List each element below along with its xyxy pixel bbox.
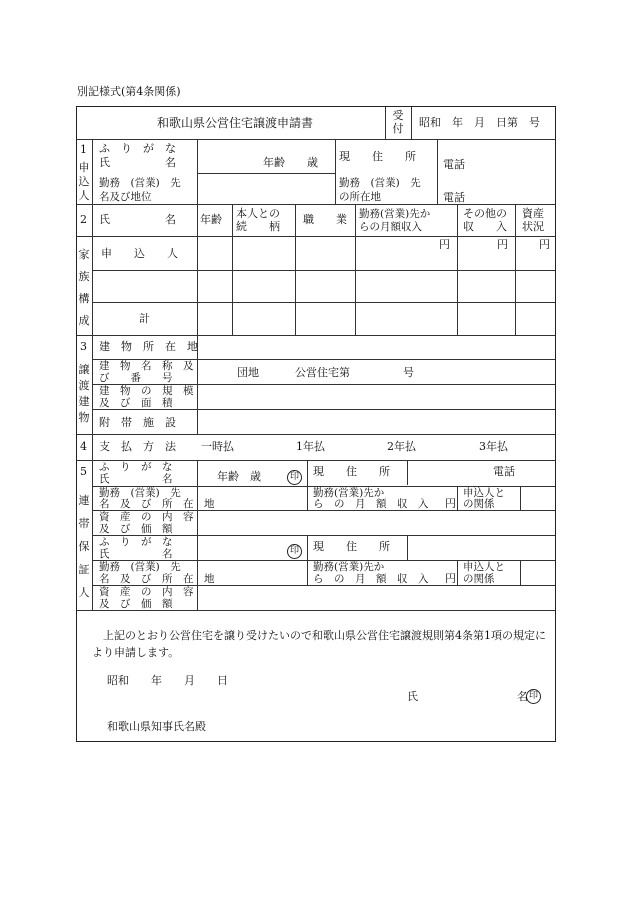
building-name-label: 建 物 名 称 及 bbox=[99, 360, 194, 372]
phone-label-work[interactable]: 電話 bbox=[443, 191, 465, 204]
danchi-field[interactable]: 団地 bbox=[237, 366, 259, 379]
section-number: 1 bbox=[80, 143, 87, 156]
building-scale-label-2: 及 び 面 積 bbox=[99, 397, 173, 409]
relation-label: 申込人と bbox=[463, 561, 505, 573]
rule bbox=[77, 204, 555, 205]
col-income: 勤務(営業)先か bbox=[359, 208, 431, 220]
work-label-2: 名 及 び 所 在 地 bbox=[99, 573, 215, 585]
rule bbox=[437, 139, 438, 204]
section-number: 4 bbox=[80, 440, 87, 453]
rule bbox=[77, 434, 555, 435]
col-relation: 本人との bbox=[236, 207, 280, 220]
age-label[interactable]: 年齢 歳 bbox=[217, 470, 261, 483]
work-address-label: 勤務 (営業) 先 bbox=[339, 177, 421, 189]
rule bbox=[457, 486, 458, 510]
col-other-income: その他の bbox=[463, 207, 507, 220]
yen-unit: 円 bbox=[445, 572, 456, 585]
address-label: 現 住 所 bbox=[313, 540, 390, 553]
applicant-name-label: 氏 bbox=[407, 690, 418, 703]
rule bbox=[520, 486, 521, 510]
declaration-date[interactable]: 昭和 年 月 日 bbox=[107, 674, 228, 687]
relation-label-2: の関係 bbox=[463, 573, 495, 585]
work-name-label: 勤務 (営業) 先 bbox=[99, 177, 181, 189]
work-name-label-2: 名及び地位 bbox=[99, 191, 152, 203]
rule bbox=[355, 204, 356, 335]
rule bbox=[77, 335, 555, 336]
furigana-label: ふ り が な bbox=[99, 142, 176, 155]
section-label-guarantor: 連帯保証人 bbox=[78, 494, 90, 599]
age-label[interactable]: 年齢 歳 bbox=[263, 156, 318, 169]
declaration-text bbox=[92, 627, 547, 661]
col-age: 年齢 bbox=[200, 213, 222, 226]
section-number: 3 bbox=[80, 340, 87, 353]
application-form bbox=[76, 106, 556, 742]
income-label: 勤務(営業)先か bbox=[313, 561, 385, 573]
receipt-label: 受付 bbox=[392, 109, 404, 135]
rule bbox=[295, 204, 296, 335]
relation-label-2: の関係 bbox=[463, 498, 495, 510]
name-label: 氏 名 bbox=[99, 156, 176, 169]
building-name-label-2: び 番 号 bbox=[99, 372, 173, 384]
relation-label: 申込人と bbox=[463, 487, 505, 499]
col-income-2: らの月額収入 bbox=[359, 221, 422, 233]
yen-unit: 円 bbox=[439, 238, 450, 251]
payment-option-1yr[interactable]: 1年払 bbox=[296, 440, 325, 453]
col-job: 職 業 bbox=[303, 213, 347, 226]
col-relation-2: 続 柄 bbox=[236, 220, 280, 233]
furigana-label: ふ り が な bbox=[99, 536, 173, 548]
row-applicant: 申 込 人 bbox=[101, 247, 178, 260]
assets-label-2: 及 び 価 額 bbox=[99, 523, 173, 535]
rule bbox=[197, 139, 198, 435]
section-label-family: 家族構成 bbox=[78, 248, 90, 327]
rule bbox=[457, 204, 458, 335]
declaration-body: 上記のとおり公営住宅を譲り受けたいので和歌山県公営住宅譲渡規則第4条第1項の規定により申請します。 bbox=[92, 629, 546, 659]
rule bbox=[307, 460, 308, 511]
addressee: 和歌山県知事氏名殿 bbox=[107, 720, 206, 733]
phone-label[interactable]: 電話 bbox=[493, 465, 515, 478]
rule bbox=[77, 139, 555, 140]
furigana-label: ふ り が な bbox=[99, 461, 173, 473]
rule bbox=[307, 535, 308, 585]
col-assets: 資産 bbox=[522, 207, 544, 220]
rule bbox=[232, 204, 233, 335]
work-label: 勤務 (営業) 先 bbox=[99, 487, 181, 499]
work-label-2: 名 及 び 所 在 地 bbox=[99, 498, 215, 510]
rule bbox=[385, 107, 386, 139]
section-number: 5 bbox=[80, 465, 87, 478]
phone-label[interactable]: 電話 bbox=[443, 158, 465, 171]
payment-option-2yr[interactable]: 2年払 bbox=[387, 440, 416, 453]
rule bbox=[457, 560, 458, 585]
section-label-building: 譲渡建物 bbox=[78, 363, 90, 424]
location-label: 建 物 所 在 地 bbox=[99, 340, 198, 353]
facility-label: 附 帯 施 設 bbox=[99, 416, 176, 429]
rule bbox=[335, 139, 336, 204]
form-title: 和歌山県公営住宅譲渡申請書 bbox=[157, 116, 314, 130]
payment-label: 支 払 方 法 bbox=[99, 440, 176, 453]
rule bbox=[407, 535, 408, 560]
assets-label: 資 産 の 内 容 bbox=[99, 511, 194, 523]
work-address-label-2: の所在地 bbox=[339, 191, 381, 203]
seal-icon: 印 bbox=[287, 470, 302, 485]
income-label: 勤務(営業)先か bbox=[313, 487, 385, 499]
col-name: 氏 名 bbox=[99, 213, 176, 226]
yen-unit: 円 bbox=[497, 238, 508, 251]
payment-option-lump[interactable]: 一時払 bbox=[201, 440, 234, 453]
seal-icon: 印 bbox=[526, 689, 541, 704]
section-number: 2 bbox=[80, 213, 87, 226]
receipt-date-field[interactable]: 昭和 年 月 日第 号 bbox=[419, 116, 540, 129]
name-label: 氏 名 bbox=[99, 548, 173, 560]
rule bbox=[515, 204, 516, 335]
row-total: 計 bbox=[139, 312, 150, 325]
yen-unit: 円 bbox=[445, 497, 456, 510]
work-label: 勤務 (営業) 先 bbox=[99, 561, 181, 573]
rule bbox=[92, 270, 555, 271]
yen-unit: 円 bbox=[539, 238, 550, 251]
koei-field[interactable]: 公営住宅第 bbox=[295, 366, 350, 379]
form-reference: 別記様式(第4条関係) bbox=[77, 85, 181, 98]
seal-icon: 印 bbox=[287, 544, 302, 559]
rule bbox=[197, 460, 198, 610]
col-other-income-2: 収 入 bbox=[463, 220, 507, 233]
go-unit: 号 bbox=[403, 366, 414, 379]
section-label-applicant: 申込人 bbox=[78, 161, 90, 202]
rule bbox=[77, 236, 555, 237]
payment-option-3yr[interactable]: 3年払 bbox=[479, 440, 508, 453]
income-label-2: ら の 月 額 収 入 bbox=[313, 498, 429, 510]
rule bbox=[411, 107, 412, 139]
building-scale-label: 建 物 の 規 模 bbox=[99, 385, 194, 397]
col-assets-2: 状況 bbox=[522, 220, 544, 233]
rule bbox=[520, 560, 521, 585]
address-label: 現 住 所 bbox=[313, 465, 390, 478]
rule bbox=[197, 173, 335, 174]
name-label: 氏 名 bbox=[99, 473, 173, 485]
rule bbox=[407, 460, 408, 485]
income-label-2: ら の 月 額 収 入 bbox=[313, 573, 429, 585]
address-label: 現 住 所 bbox=[339, 150, 416, 163]
assets-label-2: 及 び 価 額 bbox=[99, 598, 173, 610]
applicant-name-label-2: 名 bbox=[517, 690, 528, 703]
rule bbox=[77, 610, 555, 611]
rule bbox=[92, 139, 93, 610]
rule bbox=[92, 409, 555, 410]
assets-label: 資 産 の 内 容 bbox=[99, 586, 194, 598]
rule bbox=[92, 302, 555, 303]
